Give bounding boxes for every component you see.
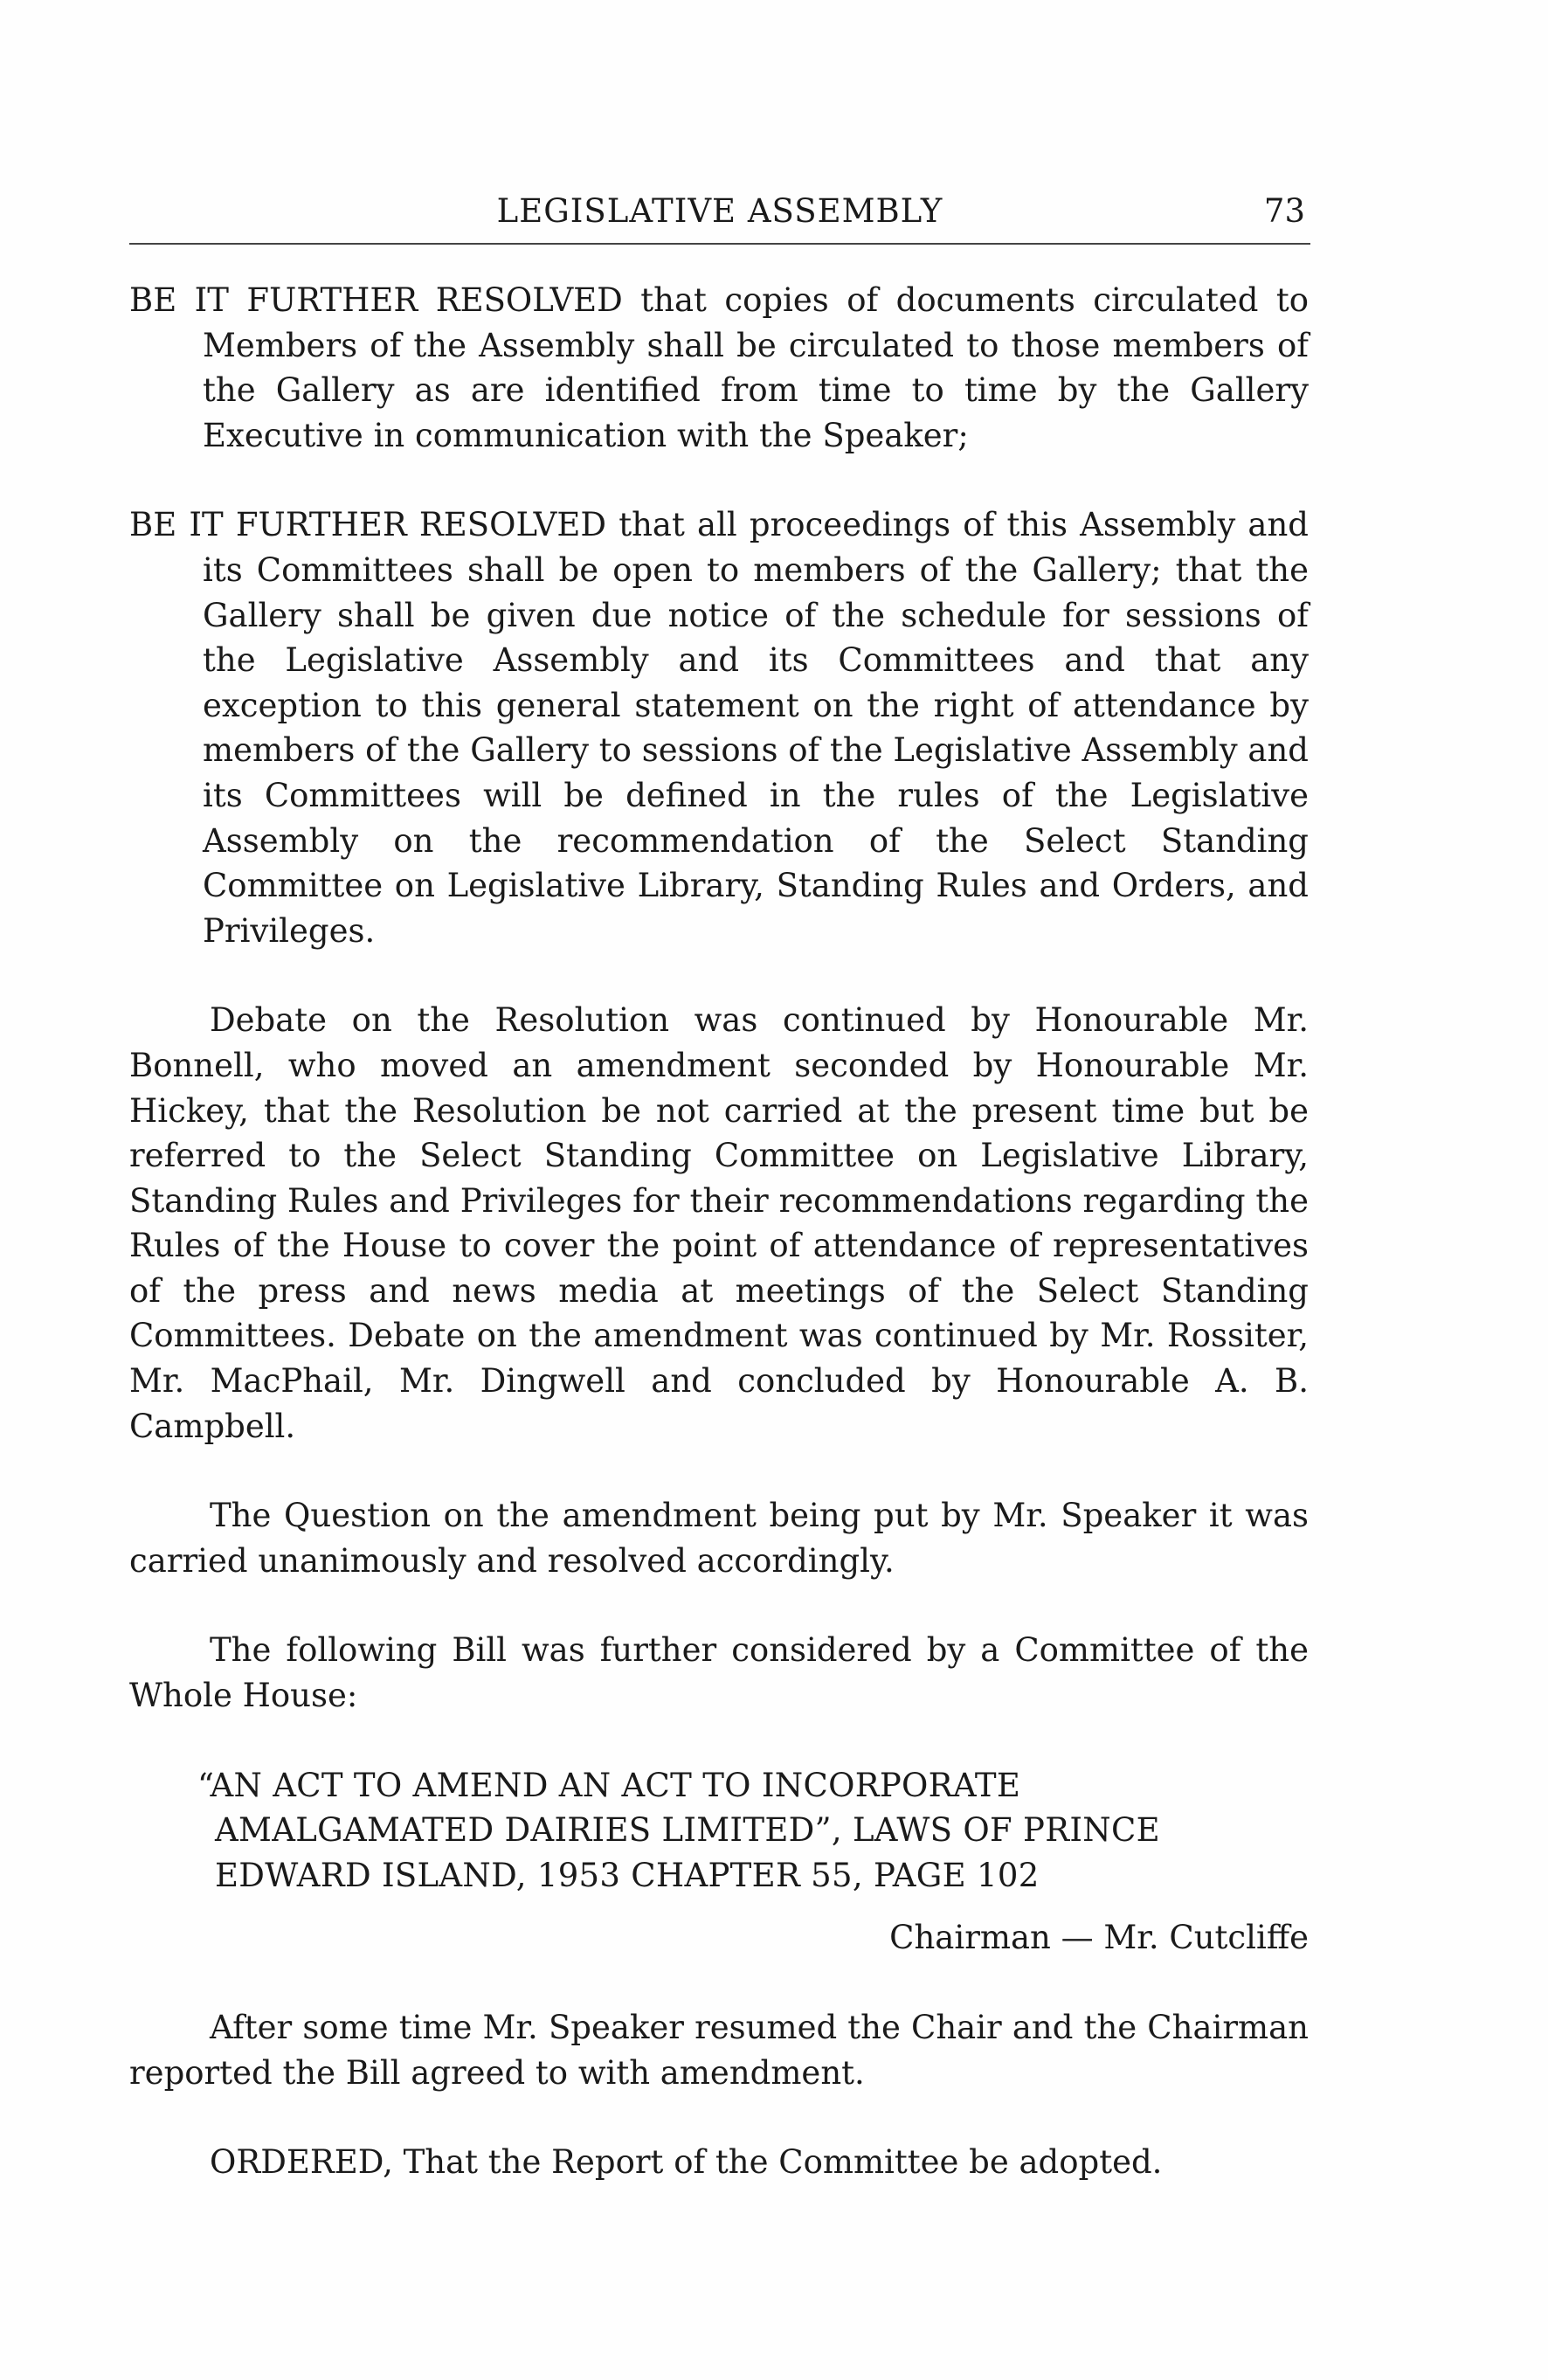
running-head: LEGISLATIVE ASSEMBLY xyxy=(496,192,943,230)
page-header xyxy=(129,187,1310,243)
bill-intro-paragraph: The following Bill was further considered by a Committee of the Whole House: xyxy=(129,1631,1309,1715)
resolution-paragraph-proceedings: BE IT FURTHER RESOLVED that all proceedings of this Assembly and its Committees shall be open to members of the Gallery; that the Gallery shall be given due notice of the schedule for sessions of the Legislative Assembly and its Committees and that any exception to this general statement on the right of attendance by members of the Gallery to sessions of the Legislative Assembly and its Committees will be defined in the rules of the Legislative Assembly on the recommendation of the Select Standing Committee on Legislative Library, Standing Rules and Orders, and Privileges. xyxy=(129,506,1309,950)
speaker-resumed-paragraph: After some time Mr. Speaker resumed the Chair and the Chairman reported the Bill agreed to with amendment. xyxy=(129,2009,1309,2092)
question-paragraph: The Question on the amendment being put by Mr. Speaker it was carried unanimously and resolved accordingly. xyxy=(129,1497,1309,1580)
page-body xyxy=(129,278,1309,2185)
page-number: 73 xyxy=(1263,192,1305,230)
debate-paragraph: Debate on the Resolution was continued by Honourable Mr. Bonnell, who moved an amendment seconded by Honourable Mr. Hickey, that the Resolution be not carried at the present time but be referred to the Select Standing Committee on Legislative Library, Standing Rules and Privileges for their recommendations regarding the Rules of the House to cover the point of attendance of representatives of the press and news media at meetings of the Select Standing Committees. Debate on the amendment was continued by Mr. Rossiter, Mr. MacPhail, Mr. Dingwell and concluded by Honourable A. B. Campbell. xyxy=(129,1001,1309,1445)
ordered-paragraph: ORDERED, That the Report of the Committee be adopted. xyxy=(210,2143,1163,2182)
header-rule xyxy=(129,243,1310,245)
bill-title: “AN ACT TO AMEND AN ACT TO INCORPORATE AMALGAMATED DAIRIES LIMITED”, LAWS OF PRINCE EDWARD ISLAND, 1953 CHAPTER 55, PAGE 102 xyxy=(197,1766,1160,1894)
resolution-paragraph-copies: BE IT FURTHER RESOLVED that copies of documents circulated to Members of the Assembly shall be circulated to those members of the Gallery as are identified from time to time by the Gallery Executive in communication with the Speaker; xyxy=(129,281,1309,454)
chairman-line: Chairman — Mr. Cutcliffe xyxy=(889,1919,1309,1957)
